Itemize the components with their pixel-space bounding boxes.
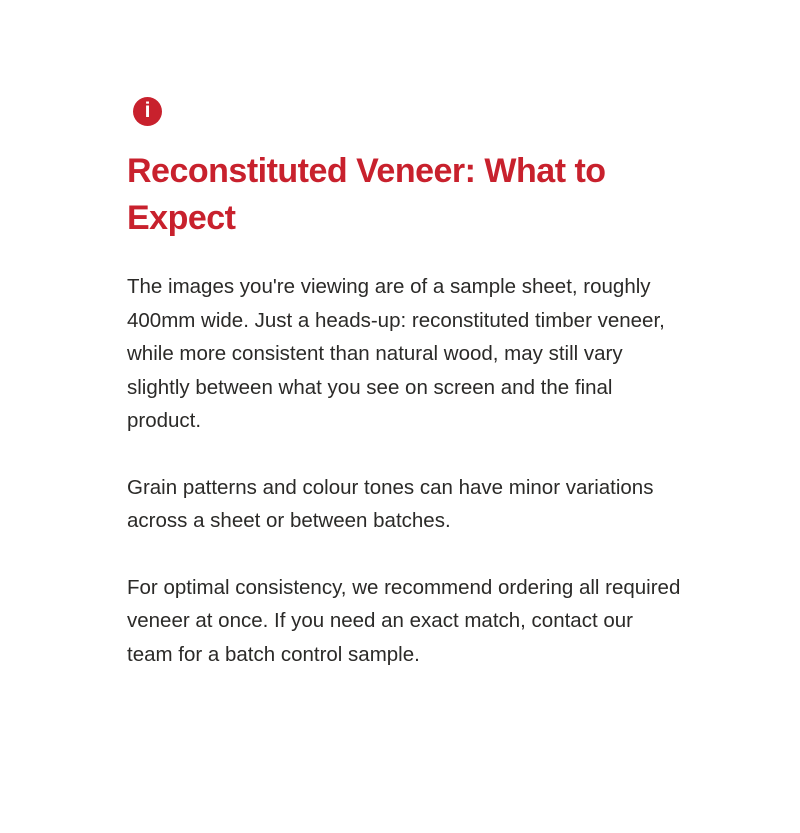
- note-heading: Reconstituted Veneer: What to Expect: [127, 152, 606, 237]
- info-icon-glyph: i: [144, 99, 151, 122]
- info-icon: [133, 97, 162, 126]
- note-paragraph-1: The images you're viewing are of a sample sheet, roughly 400mm wide. Just a heads-up: reconstituted timber veneer, while more consistent than natural wood, may still vary slightly between what you see on screen and the final product.: [127, 275, 665, 432]
- note-paragraph-2: Grain patterns and colour tones can have minor variations across a sheet or between batches.: [127, 475, 654, 532]
- note-paragraph-3: For optimal consistency, we recommend ordering all required veneer at once. If you need an exact match, contact our team for a batch control sample.: [127, 575, 681, 666]
